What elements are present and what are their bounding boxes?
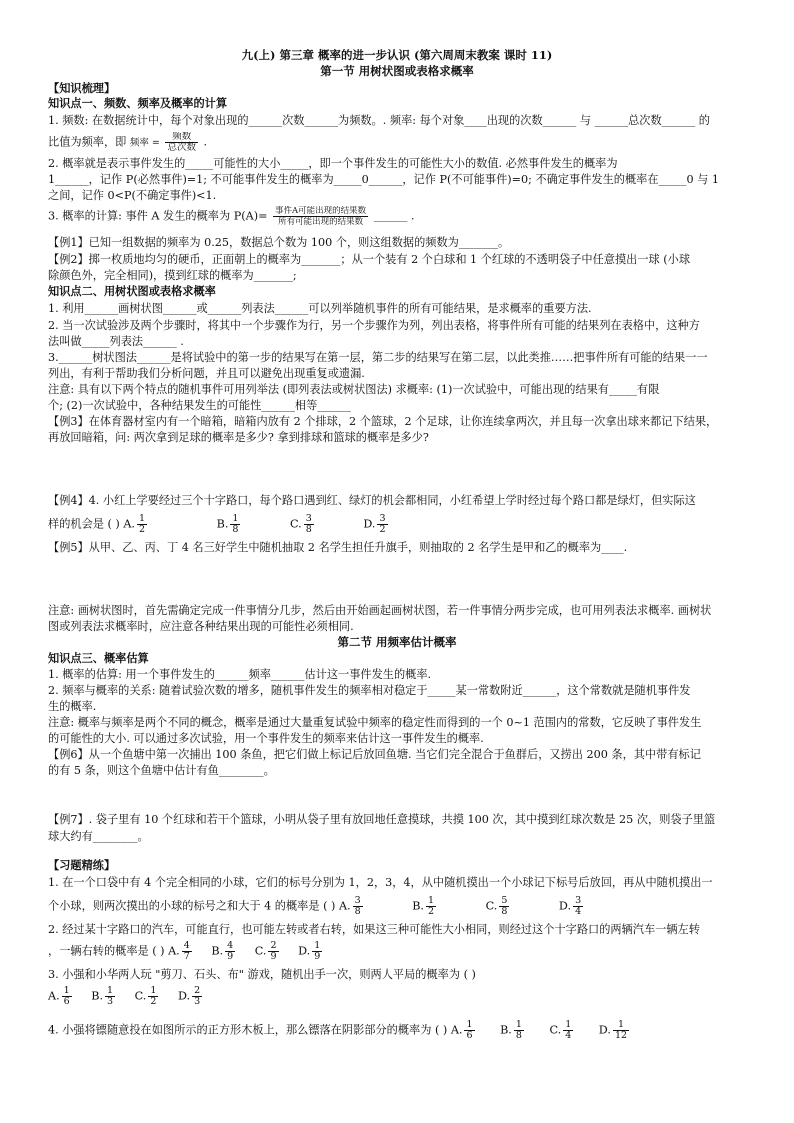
option-fraction — [225, 941, 235, 962]
option-label: C. — [549, 1023, 562, 1037]
option-label: B. — [211, 944, 224, 958]
example-7-line-1: 【例7】. 袋子里有 10 个红球和若干个篮球，小明从袋子里有放回地任意摸球，共摸 100 次，其中摸到红球次数是 25 次，则袋子里篮 — [48, 813, 716, 826]
option-fraction — [268, 941, 278, 962]
probability-formula-label: 3. 概率的计算: 事件 A 发生的概率为 P(A)= — [48, 209, 268, 223]
knowledge-point-3-title: 知识点三、概率估算 — [48, 651, 149, 665]
k1-line-6 — [48, 206, 748, 227]
fraction-numerator: 3 — [354, 896, 361, 906]
fraction-numerator: 3 — [305, 514, 312, 524]
fraction-numerator: 1 — [613, 1020, 629, 1031]
option-fraction — [613, 1020, 629, 1041]
k3-note-line-1: 注意: 概率与频率是两个不同的概念，概率是通过大量重复试验中频率的稳定性而得到的一个 0~1 范围内的常数，它反映了事件发生 — [48, 716, 702, 729]
practice-q1-question: 个小球，则两次摸出的小球的标号之和大于 4 的概率是 ( ) — [48, 899, 336, 913]
option-label: D. — [558, 899, 572, 913]
option-d — [599, 1020, 631, 1041]
option-c — [135, 986, 161, 1007]
option-label: A. — [123, 517, 135, 531]
option-fraction — [137, 514, 147, 535]
practice-q3: 3. 小强和小华两人玩 "剪刀、石头、布" 游戏，随机出手一次，则两人平局的概率为 ( ) — [48, 968, 476, 981]
formula-numerator: 频数 — [165, 132, 198, 143]
fraction-numerator: 2 — [270, 941, 277, 951]
option-label: D. — [363, 517, 376, 531]
fraction-denominator: 2 — [379, 524, 386, 535]
formula-denominator: 所有可能出现的结果数 — [278, 217, 364, 227]
k2-line-2: 2. 当一次试验涉及两个步骤时，将其中一个步骤作为行，另一个步骤作为列，列出表格，将事件所有可能的结果列在表格中，这种方 — [48, 319, 700, 332]
fraction-numerator: 1 — [150, 986, 157, 996]
probability-formula — [273, 206, 368, 227]
section-title-1: 第一节 用树状图或表格求概率 — [320, 64, 474, 78]
option-c — [290, 514, 316, 535]
option-label: B. — [216, 517, 229, 531]
example-5: 【例5】从甲、乙、丙、丁 4 名三好学生中随机抽取 2 名学生担任升旗手，则抽取的 2 名学生是甲和乙的概率为____. — [48, 541, 628, 554]
fraction-denominator: 9 — [227, 951, 234, 962]
fraction-denominator: 8 — [305, 524, 312, 535]
knowledge-heading: 【知识梳理】 — [48, 81, 116, 95]
k1-line-6-end: ______ . — [373, 209, 415, 223]
option-c — [255, 941, 281, 962]
k2-note-line-2: 个; (2)一次试验中，各种结果发生的可能性______相等______ — [48, 399, 351, 412]
fraction-denominator: 2 — [427, 906, 435, 917]
k1-line-2 — [48, 132, 748, 153]
example-3-line-1: 【例3】在体育器材室内有一个暗箱，暗箱内放有 2 个排球，2 个篮球，2 个足球，让你连续拿两次，并且每一次拿出球来都记下结果， — [48, 415, 718, 428]
option-a — [451, 1020, 477, 1041]
option-d — [178, 986, 204, 1007]
fraction-numerator: 4 — [183, 941, 190, 951]
fraction-denominator: 8 — [354, 906, 361, 917]
option-fraction — [353, 896, 363, 917]
fraction-numerator: 1 — [138, 514, 146, 524]
fraction-numerator: 1 — [63, 986, 70, 996]
fraction-denominator: 2 — [150, 996, 157, 1007]
fraction-numerator: 3 — [575, 896, 582, 906]
fraction-denominator: 12 — [614, 1030, 628, 1041]
practice-q2-question: ，一辆右转的概率是 ( ) — [48, 944, 165, 958]
fraction-numerator: 1 — [314, 941, 321, 951]
option-a — [123, 514, 149, 535]
k1-line-4: 1______，记作 P(必然事件)=1; 不可能事件发生的概率为_____0______，记作 P(不可能事件)=0; 不确定事件发生的概率在_____0 与 1 — [48, 173, 720, 186]
fraction-denominator: 6 — [466, 1030, 473, 1041]
option-label: C. — [485, 899, 498, 913]
option-c — [549, 1020, 575, 1041]
knowledge-point-2-title: 知识点二、用树状图或表格求概率 — [48, 284, 216, 298]
practice-q2-line-2 — [48, 941, 748, 962]
option-b — [211, 941, 237, 962]
fraction-numerator: 1 — [427, 896, 435, 906]
option-fraction — [377, 514, 387, 535]
fraction-numerator: 5 — [501, 896, 508, 906]
fraction-denominator: 8 — [515, 1030, 522, 1041]
fraction-denominator: 4 — [565, 1030, 572, 1041]
practice-q1-line-2 — [48, 896, 748, 917]
option-label: D. — [298, 944, 311, 958]
fraction-denominator: 9 — [270, 951, 277, 962]
option-label: B. — [91, 989, 104, 1003]
fraction-numerator: 1 — [107, 986, 114, 996]
option-label: B. — [500, 1023, 512, 1037]
option-fraction — [105, 986, 115, 1007]
fraction-numerator: 3 — [379, 514, 386, 524]
practice-q4-question: 4. 小强将镖随意投在如图所示的正方形木板上，那么镖落在阴影部分的概率为 ( ) — [48, 1023, 448, 1037]
option-b — [91, 986, 117, 1007]
option-fraction — [573, 896, 583, 917]
option-label: A. — [48, 989, 60, 1003]
note-line-1: 注意: 画树状图时，首先需确定完成一件事情分几步，然后由开始画起画树状图，若一件事情分两步完成，也可用列表法求概率. 画树状 — [48, 604, 712, 617]
section-title-2: 第二节 用频率估计概率 — [337, 635, 457, 649]
k2-line-3: 法叫做_____列表法______ . — [48, 335, 184, 348]
option-label: A. — [168, 944, 180, 958]
k3-line-1: 1. 概率的估算: 用一个事件发生的______频率______估计这一事件发生的概率. — [48, 668, 432, 681]
option-label: B. — [412, 899, 424, 913]
fraction-denominator: 3 — [107, 996, 114, 1007]
option-fraction — [192, 986, 202, 1007]
fraction-denominator: 8 — [501, 906, 508, 917]
option-fraction — [62, 986, 72, 1007]
example-2-line-1: 【例2】掷一枚质地均匀的硬币，正面朝上的概率为_______；从一个装有 2 个白球和 1 个红球的不透明袋子中任意摸出一球 (小球 — [48, 253, 691, 266]
option-a — [339, 896, 365, 917]
example-4-question: 样的机会是 ( ) — [48, 517, 120, 531]
option-fraction — [182, 941, 192, 962]
option-fraction — [426, 896, 436, 917]
option-label: D. — [177, 989, 191, 1003]
frequency-label: 频率 = — [129, 137, 160, 149]
option-fraction — [148, 986, 158, 1007]
formula-denominator: 总次数 — [167, 142, 196, 153]
fraction-denominator: 2 — [138, 524, 146, 535]
k1-line-2-end: . — [203, 135, 208, 149]
fraction-numerator: 1 — [515, 1020, 522, 1030]
option-fraction — [563, 1020, 573, 1041]
fraction-denominator: 8 — [232, 524, 239, 535]
option-c — [486, 896, 512, 917]
example-4-line-2 — [48, 514, 748, 535]
option-a — [168, 941, 194, 962]
practice-q1-line-1: 1. 在一个口袋中有 4 个完全相同的小球，它们的标号分别为 1，2，3，4，从中随机摸出一个小球记下标号后放回，再从中随机摸出一 — [48, 876, 713, 889]
option-b — [500, 1020, 526, 1041]
fraction-numerator: 4 — [227, 941, 234, 951]
formula-numerator: 事件A可能出现的结果数 — [275, 206, 367, 216]
k2-line-5: 列出，有利于帮助我们分析问题，并且可以避免出现重复或遗漏. — [48, 367, 365, 380]
k3-line-2: 2. 频率与概率的关系: 随着试验次数的增多，随机事件发生的频率相对稳定于_____某一常数附近______，这个常数就是随机事件发 — [48, 684, 691, 697]
example-6-line-1: 【例6】从一个鱼塘中第一次捕出 100 条鱼，把它们做上标记后放回鱼塘. 当它们完全混合于鱼群后，又捞出 200 条，其中带有标记 — [48, 748, 701, 761]
example-7-line-2: 球大约有________。 — [48, 830, 149, 843]
option-label: C. — [289, 517, 302, 531]
fraction-numerator: 1 — [466, 1020, 473, 1030]
example-6-line-2: 的有 5 条，则这个鱼塘中估计有鱼________。 — [48, 764, 275, 777]
k2-note-line-1: 注意: 具有以下两个特点的随机事件可用列举法 (即列表法或树状图法) 求概率: (1)一次试验中，可能出现的结果有_____有限 — [48, 383, 660, 396]
k1-line-2-text: 比值为频率，即 — [48, 135, 127, 149]
example-3-line-2: 再放回暗箱，问: 两次拿到足球的概率是多少? 拿到排球和篮球的概率是多少? — [48, 431, 429, 444]
option-fraction — [464, 1020, 474, 1041]
k3-line-3: 生的概率. — [48, 700, 97, 713]
option-label: D. — [598, 1023, 611, 1037]
option-fraction — [304, 514, 314, 535]
practice-q4 — [48, 1020, 748, 1041]
fraction-denominator: 4 — [575, 906, 582, 917]
option-fraction — [230, 514, 240, 535]
practice-q3-options — [48, 986, 748, 1007]
k2-line-1: 1. 利用______画树状图______或______列表法______可以列举随机事件的所有可能结果，是求概率的重要方法. — [48, 302, 592, 315]
option-label: C. — [254, 944, 267, 958]
example-1: 【例1】已知一组数据的频率为 0.25，数据总个数为 100 个，则这组数据的频数为_______。 — [48, 236, 510, 249]
k1-line-5: 之间，记作 0<P(不确定事件)<1. — [48, 189, 217, 202]
option-a — [48, 986, 74, 1007]
fraction-numerator: 1 — [565, 1020, 572, 1030]
worksheet-title: 九(上) 第三章 概率的进一步认识 (第六周周末教案 课时 11) — [241, 48, 553, 62]
fraction-denominator: 6 — [63, 996, 70, 1007]
practice-heading: 【习题精练】 — [48, 858, 116, 872]
option-b — [412, 896, 438, 917]
option-d — [298, 941, 324, 962]
k3-note-line-2: 的可能性的大小. 可以通过多次试验，用一个事件发生的频率来估计这一事件发生的概率. — [48, 732, 484, 745]
example-2-line-2: 除颜色外，完全相同)，摸到红球的概率为_______; — [48, 269, 297, 282]
fraction-numerator: 1 — [232, 514, 239, 524]
k2-line-4: 3.______树状图法______是将试验中的第一步的结果写在第一层，第二步的结果写在第二层，以此类推……把事件所有可能的结果一一 — [48, 351, 708, 364]
option-label: A. — [450, 1023, 463, 1037]
option-b — [217, 514, 243, 535]
k1-line-3: 2. 概率就是表示事件发生的_____可能性的大小_____，即一个事件发生的可能性大小的数值. 必然事件发生的概率为 — [48, 157, 618, 170]
option-label: C. — [134, 989, 147, 1003]
practice-q2-line-1: 2. 经过某十字路口的汽车，可能直行，也可能左转或者右转，如果这三种可能性大小相同，则经过这个十字路口的两辆汽车一辆左转 — [48, 923, 700, 936]
example-4-line-1: 【例4】4. 小红上学要经过三个十字路口，每个路口遇到红、绿灯的机会都相同，小红希望上学时经过每个路口都是绿灯，但实际这 — [48, 494, 696, 507]
fraction-denominator: 7 — [183, 951, 190, 962]
frequency-formula — [165, 132, 198, 153]
k1-line-1: 1. 频数: 在数据统计中，每个对象出现的______次数______为频数。. 频率: 每个对象____出现的次数______ 与 ______总次数______ 的 — [48, 114, 710, 127]
option-d — [363, 514, 389, 535]
option-fraction — [312, 941, 322, 962]
option-fraction — [499, 896, 509, 917]
fraction-denominator: 9 — [314, 951, 321, 962]
option-fraction — [514, 1020, 524, 1041]
knowledge-point-1-title: 知识点一、频数、频率及概率的计算 — [48, 96, 228, 110]
option-label: A. — [338, 899, 351, 913]
fraction-numerator: 2 — [194, 986, 201, 996]
option-d — [559, 896, 585, 917]
fraction-denominator: 3 — [194, 996, 201, 1007]
note-line-2: 图或列表法求概率时，应注意各种结果出现的可能性必须相同. — [48, 620, 354, 633]
